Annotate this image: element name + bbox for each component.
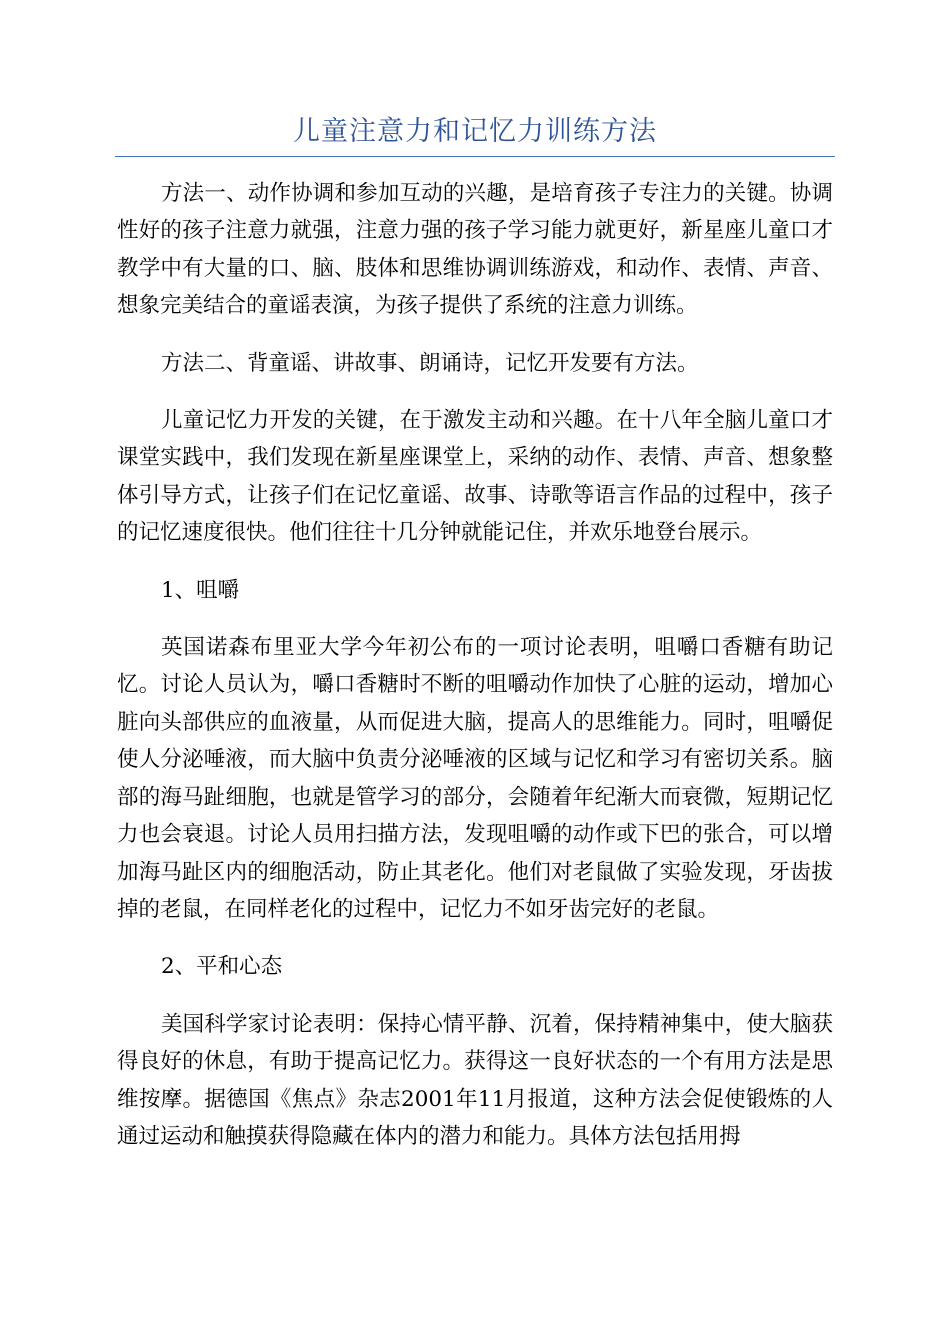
title-underline-rule — [115, 156, 835, 157]
heading-chewing: 1、咀嚼 — [161, 577, 240, 603]
paragraph-chewing: 英国诺森布里亚大学今年初公布的一项讨论表明，咀嚼口香糖有助记忆。讨论人员认为，嚼口香糖时不断的咀嚼动作加快了心脏的运动，增加心脏向头部供应的血液量，从而促进大脑，提高人的思维能力。同时，咀嚼促使人分泌唾液，而大脑中负责分泌唾液的区域与记忆和学习有密切关系。脑部的海马趾细胞，也就是管学习的部分，会随着年纪渐大而衰微，短期记忆力也会衰退。讨论人员用扫描方法，发现咀嚼的动作或下巴的张合，可以增加海马趾区内的细胞活动，防止其老化。他们对老鼠做了实验发现，牙齿拔掉的老鼠，在同样老化的过程中，记忆力不如牙齿完好的老鼠。 — [117, 635, 833, 922]
document-title: 儿童注意力和记忆力训练方法 — [293, 116, 657, 147]
paragraph-memory-development: 儿童记忆力开发的关键，在于激发主动和兴趣。在十八年全脑儿童口才课堂实践中，我们发现在新星座课堂上，采纳的动作、表情、声音、想象整体引导方式，让孩子们在记忆童谣、故事、诗歌等语言作品的过程中，孩子的记忆速度很快。他们往往十几分钟就能记住，并欢乐地登台展示。 — [117, 408, 833, 546]
paragraph-method-two: 方法二、背童谣、讲故事、朗诵诗，记忆开发要有方法。 — [161, 350, 699, 376]
paragraph-calm-mind: 美国科学家讨论表明：保持心情平静、沉着，保持精神集中，使大脑获得良好的休息，有助于提高记忆力。获得这一良好状态的一个有用方法是思维按摩。据德国《焦点》杂志2001年11月报道，这种方法会促使锻炼的人通过运动和触摸获得隐藏在体内的潜力和能力。具体方法包括用拇 — [117, 1011, 833, 1149]
paragraph-method-one: 方法一、动作协调和参加互动的兴趣，是培育孩子专注力的关键。协调性好的孩子注意力就强，注意力强的孩子学习能力就更好，新星座儿童口才教学中有大量的口、脑、肢体和思维协调训练游戏，和动作、表情、声音、想象完美结合的童谣表演，为孩子提供了系统的注意力训练。 — [117, 181, 833, 319]
heading-calm-mind: 2、平和心态 — [161, 954, 283, 980]
document-body — [117, 175, 833, 1175]
